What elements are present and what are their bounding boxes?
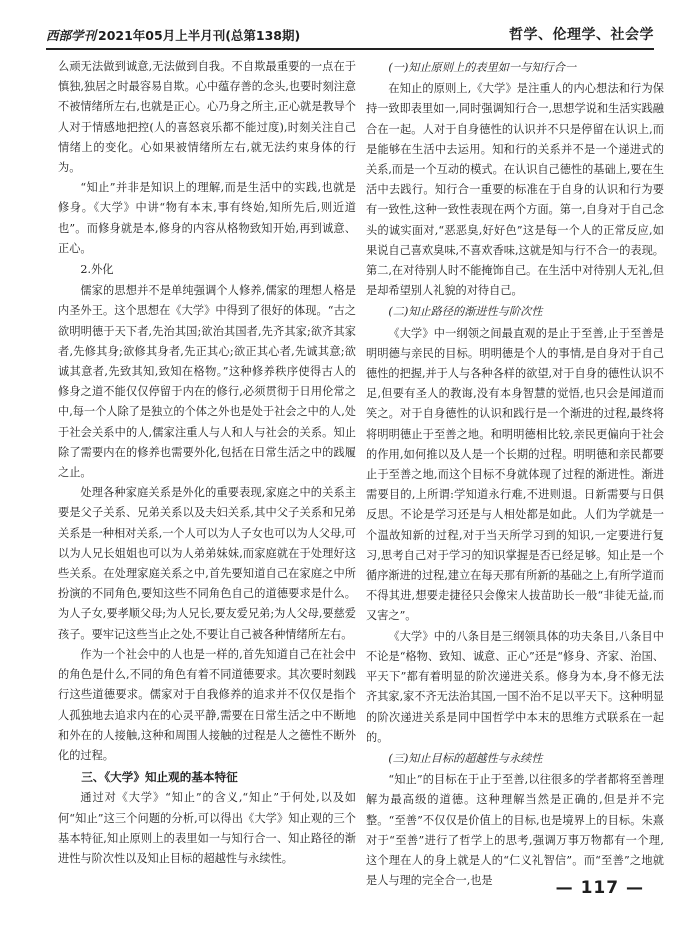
subsection-heading: (一)知止原则上的表里如一与知行合一	[388, 61, 577, 74]
right-column	[366, 57, 664, 891]
paragraph: 《大学》中一纲领之间最直观的是止于至善,止于至善是明明德与亲民的目标。明明德是个人的事情,是自身对于自己德性的把握,并于人与各种各样的欲望,对于自身的德性认识不足,但要有圣人的教诲,没有本身智慧的觉悟,也只会是闻道而笑之。对于自身德性的认识和践行是一个渐进的过程,最终将将明明德止于至善之地。和明明德相比较,亲民更偏向于社会的作用,如何推以及人是一个长期的过程。明明德和亲民都要止于至善之地,而这个目标不身就体现了过程的渐进性。渐进需要目的,上所谓:学知道永行难,不进则退。日新需要与日俱反思。不论是学习还是与人相处都是如此。人们为学就是一个温故知新的过程,对于当天所学习到的知识,一定要进行复习,思考自己对于学习的知识掌握是否已经足够。知止是一个循序渐进的过程,建立在每天那有所新的基础之上,有所学道而不得其进,想要走捷径只会像宋人拔苗助长一般“非徒无益,而又害之”。	[366, 326, 664, 623]
paragraph: 通过对《大学》“知止”的含义,“知止”于何处,以及如何“知止”这三个问题的分析,可以得出《大学》知止观的三个基本特征,知止原则上的表里如一与知行合一、知止路径的渐进性与阶次性以及知止目标的超越性与永续性。	[58, 791, 356, 865]
paragraph: “知止”的目标在于止于至善,以往很多的学者都将至善理解为最高级的道德。这种理解当然是正确的,但是并不完整。“至善”不仅仅是价值上的目标,也是境界上的目标。朱熹对于“至善”进行了哲学上的思考,强调万事万物都有一个理,这个理在人的身上就是人的“仁义礼智信”。而“至善”之地就是人与理的完全合一,也是	[366, 773, 664, 888]
paragraph: 么顽无法做到诚意,无法做到自我。不自欺最重要的一点在于慎独,独居之时最容易自欺。心中蕴存善的念头,也要时刻注意不被情绪所左右,也就是正心。心乃身之所主,正心就是教导个人对于情感地把控(人的喜怒哀乐都不能过度),时刻关注自己情绪上的变化。心如果被情绪所左右,就无法约束身体的行为。	[58, 60, 356, 175]
section-heading: 三、《大学》知止观的基本特征	[81, 770, 238, 785]
issue-info: 2021年05月上半月刊(总第138期)	[98, 28, 301, 43]
paragraph: 《大学》中的八条目是三纲领具体的功夫条目,八条目中不论是“格物、致知、诚意、正心”还是“修身、齐家、治国、平天下”都有着明显的阶次递进关系。修身为本,身不修无法齐其家,家不齐无法治其国,一国不治不足以平天下。这种明显的阶次递进关系是同中国哲学中本末的思维方式联系在一起的。	[366, 629, 664, 744]
page-number: — 117 —	[555, 878, 644, 898]
subsection-heading: (三)知止目标的超越性与永续性	[388, 751, 543, 765]
journal-brand: 西部学刊	[46, 28, 97, 43]
subsection-heading: 2.外化	[80, 263, 114, 277]
running-header	[46, 20, 654, 44]
subsection-heading: (二)知止路径的渐进性与阶次性	[388, 305, 543, 319]
paragraph: 儒家的思想并不是单纯强调个人修养,儒家的理想人格是内圣外王。这个思想在《大学》中得到了很好的体现。“古之欲明明德于天下者,先治其国;欲治其国者,先齐其家;欲齐其家者,先修其身;欲修其身者,先正其心;欲正其心者,先诚其意;欲诚其意者,先致其知,致知在格物。”这种修养秩序使得古人的修身之道不能仅仅停留于内在的修行,必须贯彻于日用伦常之中,每一个人除了是独立的个体之外也是处于社会之中的人,处于社会关系中的人,儒家注重人与人和人与社会的关系。知止除了需要内在的修养也需要外化,包括在日常生活之中的践履之止。	[58, 284, 356, 480]
header-rule	[46, 48, 654, 50]
journal-info	[46, 26, 300, 44]
paragraph: “知止”并非是知识上的理解,而是生活中的实践,也就是修身。《大学》中讲“物有本末,事有终始,知所先后,则近道也”。而修身就是本,修身的内容从格物致知开始,再到诚意、正心。	[58, 181, 356, 255]
paragraph: 作为一个社会中的人也是一样的,首先知道自己在社会中的角色是什么,不同的角色有着不同道德要求。其次要时刻践行这些道德要求。儒家对于自我修养的追求并不仅仅是指个人孤独地去追求内在的心灵平静,需要在日常生活之中不断地和外在的人接触,这种和周围人接触的过程是人之德性不断外化的过程。	[58, 647, 356, 762]
left-column	[58, 57, 356, 869]
paragraph: 在知止的原则上,《大学》是注重人的内心想法和行为保持一致即表里如一,同时强调知行合一,思想学说和生活实践融合在一起。人对于自身德性的认识并不只是停留在认识上,而是能够在生活中去运用。知和行的关系并不是一个递进式的关系,而是一个互动的模式。在认识自己德性的基础上,要在生活中去践行。知行合一重要的标准在于自身的认识和行为要有一致性,这种一致性表现在两个方面。第一,自身对于自己念头的诚实面对,“恶恶臭,好好色”这是每一个人的正常反应,如果说自己喜欢臭味,不喜欢香味,这就是知与行不合一的表现。第二,在对待别人时不能掩饰自己。在生活中对待别人无礼,但是却希望别人礼貌的对待自己。	[366, 82, 664, 298]
section-title: 哲学、伦理学、社会学	[509, 27, 654, 43]
paragraph: 处理各种家庭关系是外化的重要表现,家庭之中的关系主要是父子关系、兄弟关系以及夫妇关系,其中父子关系和兄弟关系是一种相对关系,一个人可以为人子女也可以为人父母,可以为人兄长姐姐也可以为人弟弟妹妹,而家庭就在于处理好这些关系。在处理家庭关系之中,首先要知道自己在家庭之中所扮演的不同角色,要知这些不同角色自己的道德要求是什么。为人子女,要孝顺父母;为人兄长,要友爱兄弟;为人父母,要慈爱孩子。要牢记这些当止之处,不要让自己被各种情绪所左右。	[58, 486, 356, 641]
